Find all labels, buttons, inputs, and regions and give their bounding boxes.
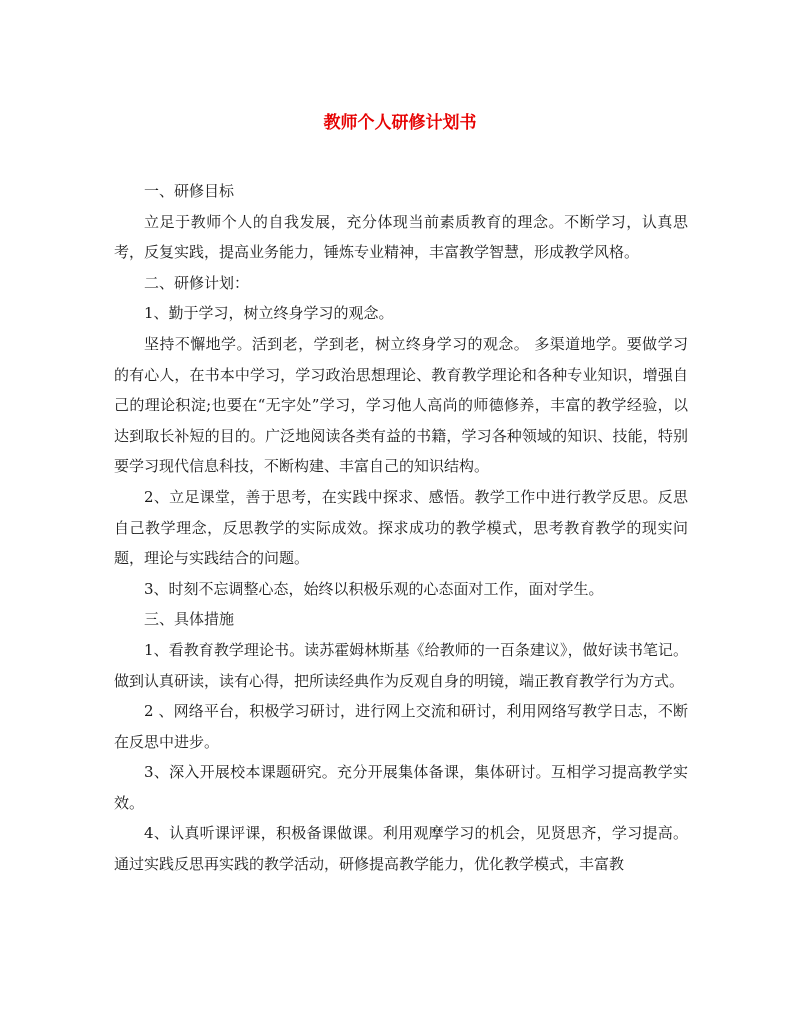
measure-item-2: 2 、网络平台，积极学习研讨，进行网上交流和研讨，利用网络写教学日志，不断在反思中进步。 bbox=[114, 702, 688, 751]
plan-item-2: 2、立足课堂，善于思考，在实践中探求、感悟。教学工作中进行教学反思。反思自己教学理念，反思教学的实际成效。探求成功的教学模式，思考教育教学的现实问题，理论与实践结合的问题。 bbox=[114, 487, 688, 568]
plan-item-3: 3、时刻不忘调整心态，始终以积极乐观的心态面对工作，面对学生。 bbox=[144, 579, 604, 598]
measure-item-4: 4、认真听课评课，积极备课做课。利用观摩学习的机会，见贤思齐，学习提高。通过实践反思再实践的教学活动，研修提高教学能力，优化教学模式，丰富教 bbox=[114, 824, 688, 874]
heading-research-plan: 二、研修计划： bbox=[144, 273, 250, 292]
heading-specific-measures: 三、具体措施 bbox=[144, 610, 235, 629]
heading-research-goals: 一、研修目标 bbox=[144, 182, 235, 200]
measure-item-3: 3、深入开展校本课题研究。充分开展集体备课，集体研讨。互相学习提高教学实效。 bbox=[114, 763, 688, 812]
measure-item-1: 1、看教育教学理论书。读苏霍姆林斯基《给教师的一百条建议》，做好读书笔记。做到认真研读，读有心得，把所读经典作为反观自身的明镜，端正教育教学行为方式。 bbox=[114, 640, 688, 690]
document-body bbox=[114, 176, 688, 880]
document-title: 教师个人研修计划书 bbox=[323, 113, 477, 133]
paragraph-lifelong-learning: 坚持不懈地学。活到老，学到老，树立终身学习的观念。 多渠道地学。要做学习的有心人，在书本中学习，学习政治思想理论、教育教学理论和各种专业知识，增强自己的理论积淀;也要在“无字处”学习，学习他人高尚的师德修养，丰富的教学经验，以达到取长补短的目的。广泛地阅读各类有益的书籍，学习各种领域的知识、技能，特别要学习现代信息科技，不断构建、丰富自己的知识结构。 bbox=[114, 334, 688, 476]
paragraph-goals-text: 立足于教师个人的自我发展，充分体现当前素质教育的理念。不断学习，认真思考，反复实践，提高业务能力，锤炼专业精神，丰富教学智慧，形成教学风格。 bbox=[114, 212, 688, 262]
plan-item-1: 1、勤于学习，树立终身学习的观念。 bbox=[144, 304, 394, 323]
